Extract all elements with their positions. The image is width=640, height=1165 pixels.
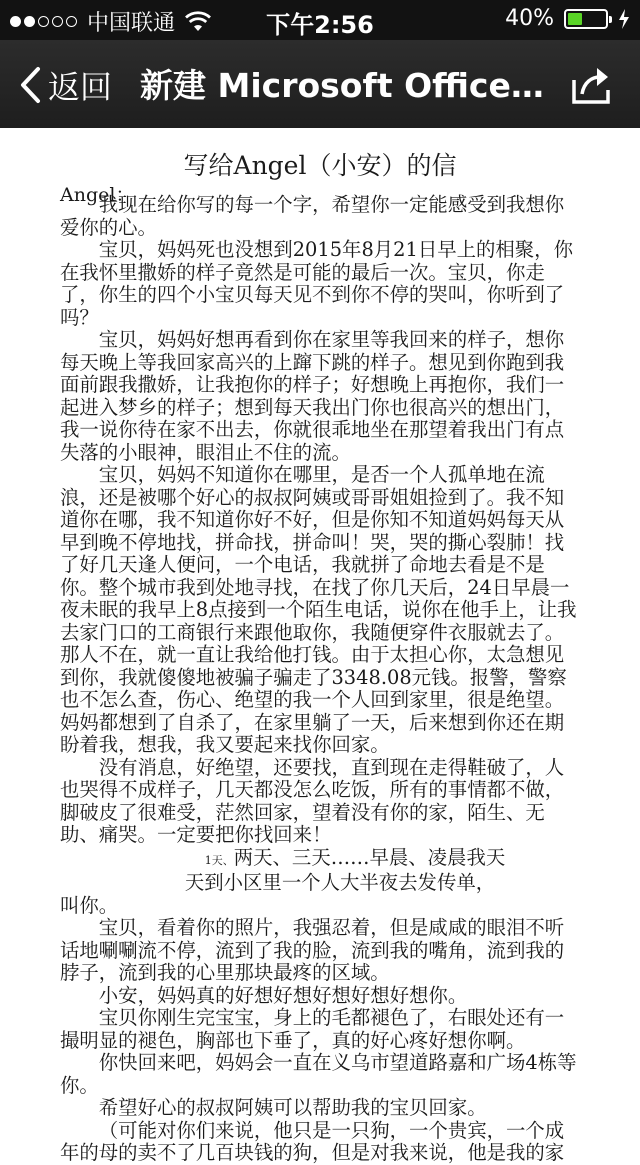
charging-bolt-icon bbox=[618, 9, 630, 29]
days-small-text: 1天、 bbox=[204, 853, 234, 867]
paragraph: 希望好心的叔叔阿姨可以帮助我的宝贝回家。 bbox=[98, 1096, 487, 1119]
document-view[interactable] bbox=[0, 128, 640, 1164]
battery-icon bbox=[564, 9, 608, 29]
document-title: 写给Angel（小安）的信 bbox=[183, 151, 457, 180]
share-icon[interactable] bbox=[570, 64, 612, 104]
status-right bbox=[505, 6, 630, 31]
paragraph-days-line3: 叫你。 bbox=[60, 893, 119, 917]
battery-level-fill bbox=[568, 13, 582, 25]
paragraph: 没有消息，好绝望，还要找，直到现在走得鞋破了，人也哭得不成样子，几天都没怎么吃饭，所有的事情都不做，脚破皮了很难受，茫然回家，望着没有你的家，陌生、无助、痛哭。一定要把你找回来！ bbox=[60, 755, 565, 846]
paragraph: （可能对你们来说，他只是一只狗，一个贵宾，一个成年的母的卖不了几百块钱的狗，但是对我来说，他是我的家 bbox=[60, 1118, 565, 1164]
salutation: Angel： bbox=[60, 184, 135, 206]
paragraph-days-line2: 天到小区里一个人大半夜去发传单， bbox=[184, 871, 496, 894]
paragraph: 宝贝，妈妈好想再看到你在家里等我回来的样子，想你每天晚上等我回家高兴的上蹿下跳的样子。想见到你跑到我面前跟我撒娇，让我抱你的样子；好想晚上再抱你，我们一起进入梦乡的样子；想到每天我出门你也很高兴的想出门，我一说你待在家不出去，你就很乖地坐在那望着我出门有点失落的小眼神，眼泪止不住的流。 bbox=[60, 328, 565, 464]
back-label: 返回 bbox=[48, 68, 113, 106]
paragraph: 我现在给你写的每一个字，希望你一定能感受到我想你爱你的心。 bbox=[60, 193, 565, 239]
paragraph: 小安，妈妈真的好想好想好想好想好想你。 bbox=[98, 983, 468, 1007]
paragraph: 宝贝，妈妈不知道你在哪里，是否一个人孤单地在流浪，还是被哪个好心的叔叔阿姨或哥哥姐姐捡到了。我不知道你在哪，我不知道你好不好，但是你知不知道妈妈每天从早到晚不停地找，拼命找，拼命叫！哭，哭的撕心裂肺！找了好几天逢人便问，一个电话，我就拼了命地去看是不是你。整个城市我到处地寻找，在找了你几天后，24日早晨一夜未眠的我早上8点接到一个陌生电话，说你在他手上，让我去家门口的工商银行来跟他取你，我随便穿件衣服就去了。那人不在，就一直让我给他打钱。由于太担心你，太急想见到你，我就傻傻地被骗子骗走了3348.08元钱。报警，警察也不怎么查，伤心、绝望的我一个人回到家里，很是绝望。妈妈都想到了自杀了，在家里躺了一天，后来想到你还在期盼着我，想我，我又要起来找你回家。 bbox=[60, 463, 577, 756]
days-text: 两天、三天……早晨、凌晨我天 bbox=[233, 845, 506, 869]
paragraph-days bbox=[60, 847, 580, 873]
back-button[interactable] bbox=[18, 62, 112, 108]
carrier-label: 中国联通 bbox=[87, 11, 176, 36]
paragraph: 宝贝，妈妈死也没想到2015年8月21日早上的相聚，你在我怀里撒娇的样子竟然是可能的最后一次。宝贝，你走了，你生的四个小宝贝每天见不到你不停的哭叫，你听到了吗？ bbox=[60, 238, 573, 329]
back-chevron-icon bbox=[18, 65, 42, 105]
status-time: 下午2:56 bbox=[266, 11, 374, 39]
letter-body bbox=[60, 194, 580, 1165]
status-bar bbox=[0, 0, 640, 40]
battery-percent: 40% bbox=[505, 6, 554, 31]
nav-title: 新建 Microsoft Office… bbox=[140, 66, 544, 105]
paragraph: 宝贝你刚生完宝宝，身上的毛都褪色了，右眼处还有一撮明显的褪色，胸部也下垂了，真的好心疼好想你啊。 bbox=[60, 1006, 565, 1052]
nav-bar bbox=[0, 40, 640, 128]
paragraph: 你快回来吧，妈妈会一直在义乌市望道路嘉和广场4栋等你。 bbox=[60, 1051, 577, 1097]
paragraph: 宝贝，看着你的照片，我强忍着，但是咸咸的眼泪不听话地唰唰流不停，流到了我的脸，流到我的嘴角，流到我的脖子，流到我的心里那块最疼的区域。 bbox=[60, 916, 565, 984]
